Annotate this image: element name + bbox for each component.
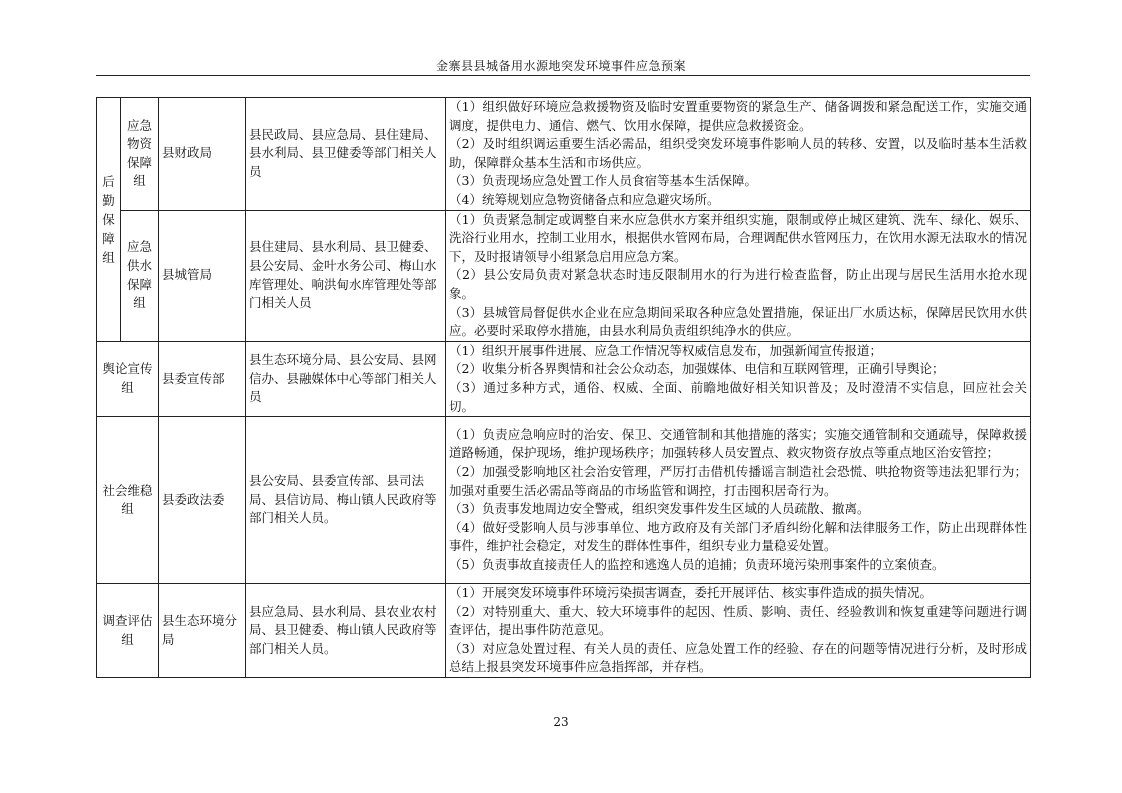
group-name: 调查评估组 xyxy=(102,612,153,647)
lead-unit-cell xyxy=(159,341,246,416)
responsibility-table xyxy=(96,97,1031,678)
duties-cell xyxy=(446,417,1031,584)
group-name-cell xyxy=(97,584,159,678)
document-header: 金寨县县城备用水源地突发环境事件应急预案 xyxy=(435,59,686,73)
member-units: 县住建局、县水利局、县卫健委、县公安局、金叶水务公司、梅山水库管理处、响洪甸水库管理处等部门相关人员 xyxy=(249,239,437,311)
page-number: 23 xyxy=(553,715,569,729)
duty-item: （3）对应急处置过程、有关人员的责任、应急处置工作的经验、存在的问题等情况进行分析，及时形成总结上报县突发环境事件应急指挥部，并存档。 xyxy=(449,640,1027,675)
duty-item: （4）做好受影响人员与涉事单位、地方政府及有关部门矛盾纠纷化解和法律服务工作，防止出现群体性事件，维护社会稳定，对发生的群体性事件，组织专业力量稳妥处置。 xyxy=(449,519,1027,554)
group-name-cell xyxy=(121,98,159,211)
duties-cell xyxy=(446,584,1031,678)
member-units: 县应急局、县水利局、县农业农村局、县卫健委、梅山镇人民政府等部门相关人员。 xyxy=(249,603,437,656)
member-units: 县生态环境分局、县公安局、县网信办、县融媒体中心等部门相关人员 xyxy=(249,352,437,405)
header-divider xyxy=(96,75,1030,76)
lead-unit-cell xyxy=(159,417,246,584)
member-units: 县民政局、县应急局、县住建局、县水利局、县卫健委等部门相关人员 xyxy=(249,126,437,180)
duty-item: （1）负责紧急制定或调整自来水应急供水方案并组织实施，限制或停止城区建筑、洗车、绿化、娱乐、洗浴行业用水，控制工业用水，根据供水管网布局，合理调配供水管网压力，在饮用水源无法取水的情况下，及时报请领导小组紧急启用应急方案。 xyxy=(449,211,1027,264)
group-name: 应急供水保障组 xyxy=(126,239,152,311)
duty-item: （2）及时组织调运重要生活必需品，组织受突发环境事件影响人员的转移、安置，以及临时基本生活救助，保障群众基本生活和市场供应。 xyxy=(449,136,1027,170)
group-name: 舆论宣传组 xyxy=(102,361,153,395)
duties-cell xyxy=(446,341,1031,416)
duty-item: （4）统筹规划应急物资储备点和应急避灾场所。 xyxy=(449,191,720,207)
lead-unit-cell xyxy=(159,584,246,678)
duty-item: （3）县城管局督促供水企业在应急期间采取各种应急处置措施，保证出厂水质达标，保障居民饮用水供应。必要时采取停水措施，由县水利局负责组织纯净水的供应。 xyxy=(449,304,1027,339)
table-row xyxy=(97,210,1031,341)
group-name-cell xyxy=(97,417,159,584)
lead-unit: 县生态环境分局 xyxy=(162,612,238,647)
member-units-cell xyxy=(246,584,446,678)
member-units: 县公安局、县委宣传部、县司法局、县信访局、梅山镇人民政府等部门相关人员。 xyxy=(249,473,437,526)
group-name-cell xyxy=(97,341,159,416)
member-units-cell xyxy=(246,210,446,341)
duty-item: （2）加强受影响地区社会治安管理，严厉打击借机传播谣言制造社会恐慌、哄抢物资等违法犯罪行为；加强对重要生活必需品等商品的市场监管和调控，打击囤积居奇行为。 xyxy=(449,463,1027,498)
duty-item: （3）负责事发地周边安全警戒，组织突发事件发生区域的人员疏散、撤离。 xyxy=(449,501,870,517)
duties-cell xyxy=(446,210,1031,341)
support-group-cell xyxy=(97,98,121,342)
duty-item: （2）收集分析各界舆情和社会公众动态，加强媒体、电信和互联网管理，正确引导舆论； xyxy=(449,361,945,377)
duty-item: （1）组织开展事件进展、应急工作情况等权威信息发布，加强新闻宣传报道； xyxy=(449,342,882,358)
group-name: 社会维稳组 xyxy=(102,482,153,517)
member-units-cell xyxy=(246,417,446,584)
duty-item: （3）负责现场应急处置工作人员食宿等基本生活保障。 xyxy=(449,173,757,189)
table-row xyxy=(97,417,1031,584)
member-units-cell xyxy=(246,98,446,211)
lead-unit: 县委宣传部 xyxy=(162,370,225,386)
table-row xyxy=(97,98,1031,211)
duties-cell xyxy=(446,98,1031,211)
group-name: 应急物资保障组 xyxy=(126,117,152,189)
group-name-cell xyxy=(121,210,159,341)
member-units-cell xyxy=(246,341,446,416)
support-group-label: 后勤保障组 xyxy=(102,173,115,265)
duty-item: （2）对特别重大、重大、较大环境事件的起因、性质、影响、责任、经验教训和恢复重建等问题进行调查评估，提出事件防范意见。 xyxy=(449,603,1027,638)
table-row xyxy=(97,584,1031,678)
duty-item: （3）通过多种方式，通俗、权威、全面、前瞻地做好相关知识普及；及时澄清不实信息，回应社会关切。 xyxy=(449,379,1027,414)
lead-unit: 县财政局 xyxy=(162,145,213,161)
lead-unit: 县委政法委 xyxy=(162,491,225,507)
lead-unit: 县城管局 xyxy=(162,267,213,283)
duty-item: （1）组织做好环境应急救援物资及临时安置重要物资的紧急生产、储备调拨和紧急配送工作，实施交通调度，提供电力、通信、燃气、饮用水保障，提供应急救援资金。 xyxy=(449,99,1027,133)
duty-item: （5）负责事故直接责任人的监控和逃逸人员的追捕；负责环境污染刑事案件的立案侦查。 xyxy=(449,556,945,572)
duty-item: （1）开展突发环境事件环境污染损害调查，委托开展评估、核实事件造成的损失情况。 xyxy=(449,585,932,601)
lead-unit-cell xyxy=(159,210,246,341)
table-row xyxy=(97,341,1031,416)
duty-item: （2）县公安局负责对紧急状态时违反限制用水的行为进行检查监督，防止出现与居民生活用水抢水现象。 xyxy=(449,267,1027,301)
lead-unit-cell xyxy=(159,98,246,211)
duty-item: （1）负责应急响应时的治安、保卫、交通管制和其他措施的落实；实施交通管制和交通疏导，保障救援道路畅通，保护现场，维护现场秩序；加强转移人员安置点、救灾物资存放点等重点地区治安管控； xyxy=(449,426,1027,461)
